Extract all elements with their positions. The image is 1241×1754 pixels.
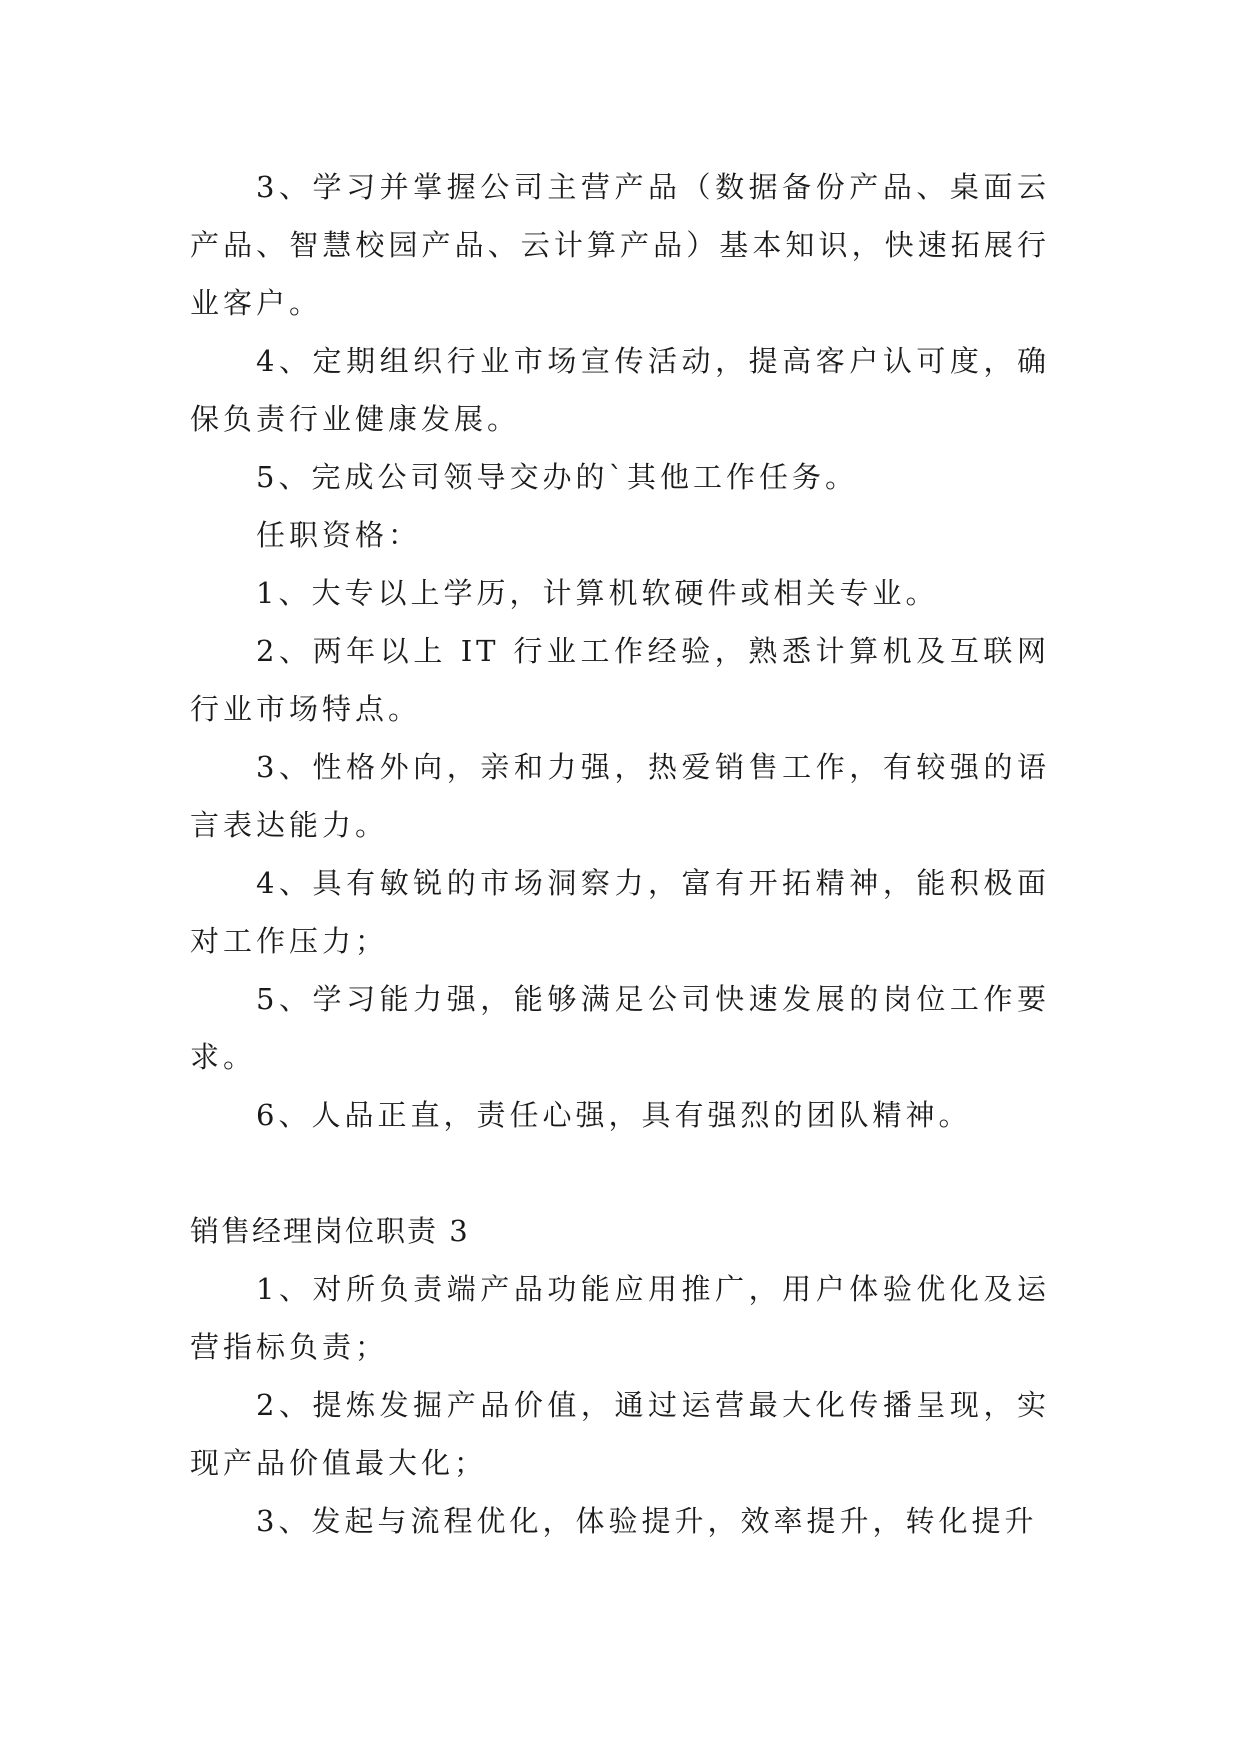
paragraph: 6、人品正直，责任心强，具有强烈的团队精神。 [256,1098,972,1132]
paragraph: 5、完成公司领导交办的`其他工作任务。 [256,460,858,494]
paragraph: 3、学习并掌握公司主营产品（数据备份产品、桌面云产品、智慧校园产品、云计算产品）基本知识，快速拓展行业客户。 [190,170,1050,320]
subheading-qualifications: 任职资格： [256,518,422,552]
paragraph: 2、提炼发掘产品价值，通过运营最大化传播呈现，实现产品价值最大化； [190,1388,1050,1480]
paragraph: 5、学习能力强，能够满足公司快速发展的岗位工作要求。 [190,982,1050,1074]
paragraph: 3、性格外向，亲和力强，热爱销售工作，有较强的语言表达能力。 [190,750,1050,842]
section-heading: 销售经理岗位职责 3 [190,1214,470,1248]
paragraph: 4、具有敏锐的市场洞察力，富有开拓精神，能积极面对工作压力； [190,866,1050,958]
paragraph: 1、大专以上学历，计算机软硬件或相关专业。 [256,576,939,610]
paragraph: 4、定期组织行业市场宣传活动，提高客户认可度，确保负责行业健康发展。 [190,344,1050,436]
section-spacer [190,1144,1050,1202]
document-page [190,158,1050,1550]
paragraph: 3、发起与流程优化，体验提升，效率提升，转化提升 [256,1504,1038,1538]
paragraph: 2、两年以上 IT 行业工作经验，熟悉计算机及互联网行业市场特点。 [190,634,1050,726]
paragraph: 1、对所负责端产品功能应用推广，用户体验优化及运营指标负责； [190,1272,1050,1364]
